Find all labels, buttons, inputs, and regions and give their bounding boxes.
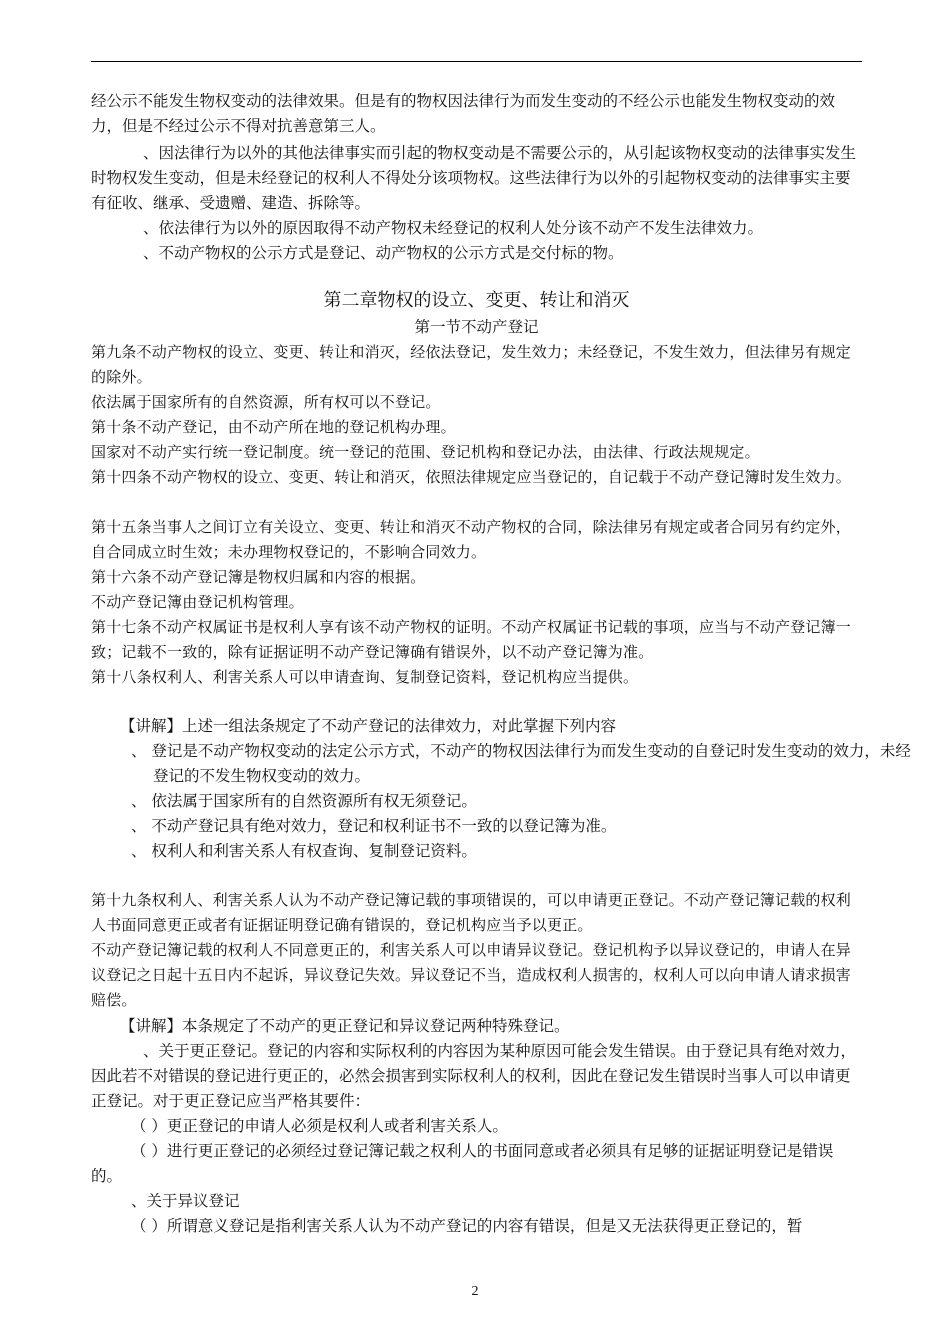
article-18: 第十八条权利人、利害关系人可以申请查询、复制登记资料，登记机构应当提供。: [91, 668, 639, 686]
article-9-para-2: 依法属于国家所有的自然资源，所有权可以不登记。: [91, 393, 441, 411]
explanation-2-heading: 【讲解】本条规定了不动产的更正登记和异议登记两种特殊登记。: [120, 1017, 570, 1035]
intro-paragraph-2: 、因法律行为以外的其他法律事实而引起的物权变动是不需要公示的，从引起该物权变动的法律事实发生时物权发生变动，但是未经登记的权利人不得处分该项物权。这些法律行为以外的引起物权变动的法律事实主要有征收、继承、受遗赠、建造、拆除等。: [91, 144, 857, 212]
requirement-3: （ ）所谓意义登记是指利害关系人认为不动产登记的内容有错误，但是又无法获得更正登记的，暂: [131, 1217, 803, 1235]
explanation-1-item: 、 依法属于国家所有的自然资源所有权无须登记。: [131, 792, 477, 810]
requirement-2: （ ）进行更正登记的必须经过登记簿记载之权利人的书面同意或者必须具有足够的证据证明登记是错误的。: [91, 1142, 834, 1185]
article-16-para-2: 不动产登记簿由登记机构管理。: [91, 593, 304, 611]
article-19-para-2: 不动产登记簿记载的权利人不同意更正的，利害关系人可以申请异议登记。登记机构予以异议登记的，申请人在异议登记之日起十五日内不起诉，异议登记失效。异议登记不当，造成权利人损害的，权利人可以向申请人请求损害赔偿。: [91, 941, 852, 1009]
section-title: 第一节不动产登记: [414, 318, 539, 336]
chapter-title: 第二章物权的设立、变更、转让和消灭: [323, 290, 630, 311]
explanation-1-item: 、 不动产登记具有绝对效力，登记和权利证书不一致的以登记簿为准。: [131, 817, 617, 835]
article-16: 第十六条不动产登记簿是物权归属和内容的根据。: [91, 568, 426, 586]
intro-paragraph-3: 、依法律行为以外的原因取得不动产物权未经登记的权利人处分该不动产不发生法律效力。: [143, 219, 764, 237]
explanation-2-paragraph-1: 、关于更正登记。登记的内容和实际权利的内容因为某种原因可能会发生错误。由于登记具有绝对效力，因此若不对错误的登记进行更正的，必然会损害到实际权利人的权利，因此在登记发生错误时当事人可以申请更正登记。对于更正登记应当严格其要件：: [91, 1042, 857, 1110]
explanation-1-heading: 【讲解】上述一组法条规定了不动产登记的法律效力，对此掌握下列内容: [120, 717, 617, 735]
header-rule: [91, 61, 862, 62]
article-10-para-2: 国家对不动产实行统一登记制度。统一登记的范围、登记机构和登记办法，由法律、行政法规规定。: [91, 443, 760, 461]
requirement-1: （ ）更正登记的申请人必须是权利人或者利害关系人。: [131, 1117, 508, 1135]
article-9: 第九条不动产物权的设立、变更、转让和消灭，经依法登记，发生效力；未经登记，不发生效力，但法律另有规定的除外。: [91, 343, 852, 386]
explanation-2-paragraph-2: 、关于异议登记: [131, 1192, 240, 1210]
explanation-1-item: 、 权利人和利害关系人有权查询、复制登记资料。: [131, 842, 477, 860]
intro-paragraph-4: 、不动产物权的公示方式是登记、动产物权的公示方式是交付标的物。: [143, 244, 624, 262]
article-17: 第十七条不动产权属证书是权利人享有该不动产物权的证明。不动产权属证书记载的事项，应当与不动产登记簿一致；记载不一致的，除有证据证明不动产登记簿确有错误外，以不动产登记簿为准。: [91, 618, 852, 661]
page-number: 2: [471, 1284, 479, 1299]
article-15: 第十五条当事人之间订立有关设立、变更、转让和消灭不动产物权的合同，除法律另有规定或者合同另有约定外，自合同成立时生效；未办理物权登记的，不影响合同效力。: [91, 518, 852, 561]
explanation-1-item: 、 登记是不动产物权变动的法定公示方式，不动产的物权因法律行为而发生变动的自登记时发生变动的效力，未经登记的不发生物权变动的效力。: [131, 742, 911, 785]
intro-paragraph-1: 经公示不能发生物权变动的法律效果。但是有的物权因法律行为而发生变动的不经公示也能发生物权变动的效力，但是不经过公示不得对抗善意第三人。: [91, 92, 836, 135]
article-14: 第十四条不动产物权的设立、变更、转让和消灭，依照法律规定应当登记的，自记载于不动产登记簿时发生效力。: [91, 468, 852, 486]
article-10: 第十条不动产登记，由不动产所在地的登记机构办理。: [91, 418, 456, 436]
article-19: 第十九条权利人、利害关系人认为不动产登记簿记载的事项错误的，可以申请更正登记。不动产登记簿记载的权利人书面同意更正或者有证据证明登记确有错误的，登记机构应当予以更正。: [91, 891, 852, 934]
